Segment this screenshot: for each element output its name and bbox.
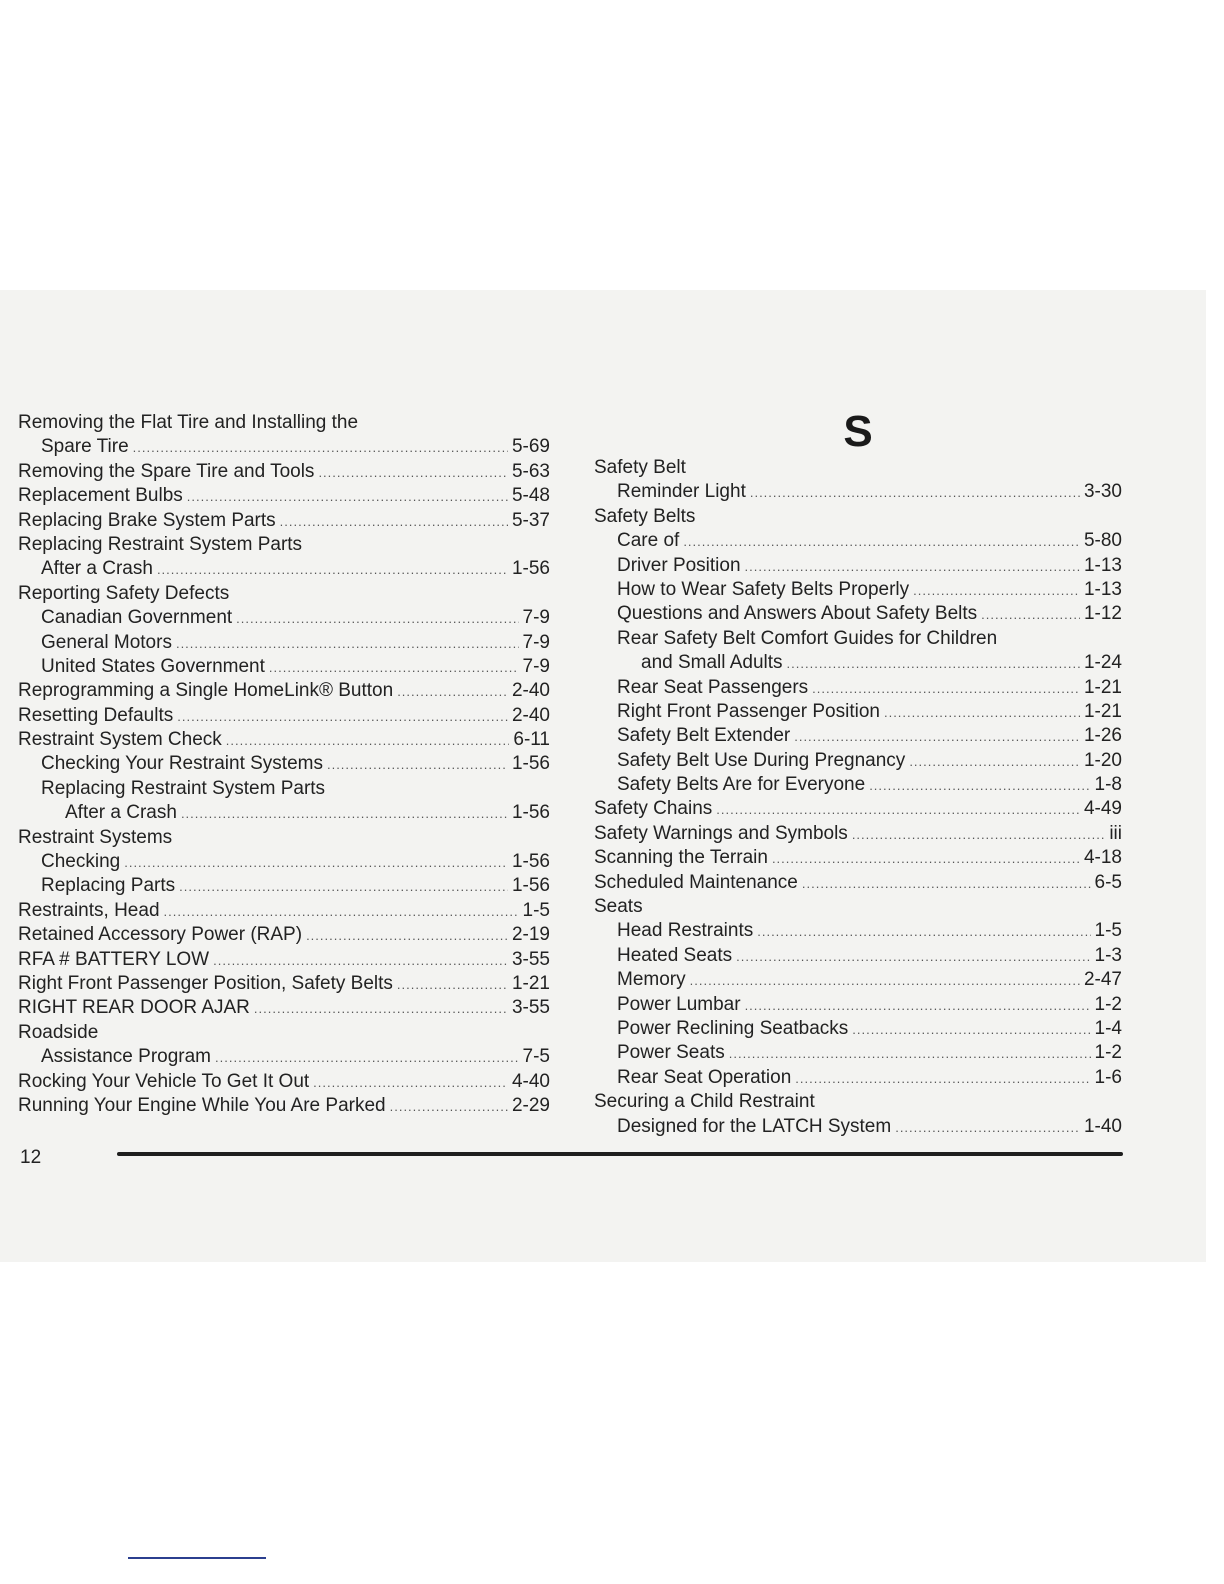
index-entry (594, 676, 1122, 700)
entry-text: Rear Seat Operation (617, 1066, 792, 1088)
entry-page-ref: 1-20 (1083, 749, 1122, 771)
entry-text: and Small Adults (641, 652, 783, 674)
entry-text: United States Government (41, 655, 265, 677)
entry-text: Replacing Brake System Parts (18, 509, 276, 531)
entry-text: Safety Belt Use During Pregnancy (617, 749, 906, 771)
index-entry (18, 996, 550, 1020)
entry-text: Removing the Flat Tire and Installing the (18, 412, 359, 433)
entry-page-ref: 1-12 (1083, 603, 1122, 625)
entry-page-ref: 1-56 (511, 753, 550, 775)
dot-leader (236, 607, 518, 631)
index-entry (18, 533, 550, 557)
entry-text: After a Crash (65, 802, 177, 824)
right-entry-list (594, 456, 1122, 1139)
entry-text: After a Crash (41, 558, 153, 580)
dot-leader (187, 485, 508, 509)
entry-page-ref: 1-56 (511, 802, 550, 824)
dot-leader (177, 705, 508, 729)
dot-leader (226, 729, 510, 753)
dot-leader (852, 823, 1106, 847)
index-entry (18, 948, 550, 972)
index-entry (18, 923, 550, 947)
index-entry (18, 801, 550, 825)
dot-leader (397, 680, 508, 704)
entry-page-ref: 1-8 (1094, 774, 1122, 796)
index-entry (594, 651, 1122, 675)
index-entry (594, 871, 1122, 895)
entry-text: Removing the Spare Tire and Tools (18, 460, 315, 482)
entry-text: Spare Tire (41, 436, 129, 458)
dot-leader (812, 677, 1080, 701)
entry-text: Checking (41, 851, 121, 873)
entry-text: Head Restraints (617, 920, 754, 942)
entry-page-ref: 2-40 (511, 680, 550, 702)
dot-leader (306, 924, 508, 948)
entry-page-ref: 1-56 (511, 558, 550, 580)
entry-text: Right Front Passenger Position (617, 700, 880, 722)
entry-page-ref: 5-48 (511, 485, 550, 507)
index-entry (594, 602, 1122, 626)
index-entry (18, 509, 550, 533)
entry-text: Replacing Parts (41, 875, 176, 897)
entry-page-ref: 4-49 (1083, 798, 1122, 820)
entry-text: Replacing Restraint System Parts (41, 777, 326, 799)
entry-text: Safety Belts Are for Everyone (617, 774, 866, 796)
entry-page-ref: 1-56 (511, 851, 550, 873)
dot-leader (981, 603, 1080, 627)
index-entry (594, 919, 1122, 943)
entry-page-ref: 1-21 (1083, 700, 1122, 722)
dot-leader (795, 1067, 1090, 1091)
entry-page-ref: 7-9 (522, 631, 550, 653)
section-letter-heading: S (843, 407, 873, 456)
entry-text: Power Reclining Seatbacks (617, 1017, 849, 1039)
entry-text: Reminder Light (617, 481, 746, 503)
dot-leader (176, 632, 519, 656)
index-entry (594, 456, 1122, 480)
entry-page-ref: 1-40 (1083, 1115, 1122, 1137)
index-entry (18, 777, 550, 801)
entry-text: Questions and Answers About Safety Belts (617, 603, 978, 625)
dot-leader (729, 1042, 1091, 1066)
index-entry (594, 529, 1122, 553)
entry-page-ref: 5-69 (511, 436, 550, 458)
entry-text: Reprogramming a Single HomeLink® Button (18, 680, 394, 702)
index-entry (594, 822, 1122, 846)
entry-text: Designed for the LATCH System (617, 1115, 892, 1137)
entry-text: Replacing Restraint System Parts (18, 533, 303, 555)
index-entry (18, 679, 550, 703)
entry-text: Rear Safety Belt Comfort Guides for Children (617, 627, 998, 649)
dot-leader (327, 753, 508, 777)
index-entry (594, 480, 1122, 504)
entry-text: Restraint Systems (18, 826, 173, 848)
dot-leader (772, 847, 1080, 871)
entry-text: Retained Accessory Power (RAP) (18, 924, 303, 946)
index-entry (594, 578, 1122, 602)
entry-text: Replacement Bulbs (18, 485, 183, 507)
index-entry (594, 846, 1122, 870)
entry-text: Heated Seats (617, 944, 733, 966)
entry-page-ref: 1-13 (1083, 578, 1122, 600)
entry-page-ref: 1-6 (1094, 1066, 1122, 1088)
entry-text: Power Lumbar (617, 993, 741, 1015)
entry-text: Restraint System Check (18, 729, 222, 751)
entry-text: Safety Warnings and Symbols (594, 822, 848, 844)
dot-leader (179, 875, 508, 899)
entry-text: How to Wear Safety Belts Properly (617, 578, 910, 600)
index-entry (18, 850, 550, 874)
entry-text: Care of (617, 530, 680, 552)
entry-text: Reporting Safety Defects (18, 582, 230, 604)
dot-leader (157, 558, 508, 582)
dot-leader (213, 949, 508, 973)
entry-page-ref: 1-56 (511, 875, 550, 897)
index-entry (594, 1017, 1122, 1041)
entry-page-ref: 1-2 (1094, 993, 1122, 1015)
index-entry (594, 627, 1122, 651)
index-entry (18, 460, 550, 484)
entry-page-ref: 7-9 (522, 607, 550, 629)
index-entry (18, 411, 550, 435)
entry-page-ref: iii (1109, 822, 1122, 844)
entry-text: Rocking Your Vehicle To Get It Out (18, 1070, 310, 1092)
dot-leader (852, 1018, 1090, 1042)
dot-leader (313, 1071, 508, 1095)
index-entry (18, 728, 550, 752)
entry-text: Scanning the Terrain (594, 847, 768, 869)
entry-page-ref: 1-24 (1083, 652, 1122, 674)
dot-leader (683, 530, 1080, 554)
entry-text: Safety Belt (594, 457, 686, 478)
entry-page-ref: 3-55 (511, 948, 550, 970)
index-entry (18, 435, 550, 459)
entry-page-ref: 3-55 (511, 997, 550, 1019)
entry-page-ref: 2-29 (511, 1094, 550, 1116)
dot-leader (736, 945, 1090, 969)
entry-page-ref: 1-2 (1094, 1042, 1122, 1064)
dot-leader (884, 701, 1080, 725)
dot-leader (181, 802, 508, 826)
entry-text: Driver Position (617, 554, 741, 576)
entry-page-ref: 1-5 (1094, 920, 1122, 942)
dot-leader (745, 994, 1091, 1018)
index-entry (594, 968, 1122, 992)
entry-text: Checking Your Restraint Systems (41, 753, 323, 775)
entry-text: Rear Seat Passengers (617, 676, 809, 698)
page-number: 12 (20, 1147, 42, 1168)
dot-leader (397, 973, 508, 997)
entry-text: Assistance Program (41, 1046, 212, 1068)
entry-text: Memory (617, 969, 686, 991)
dot-leader (280, 510, 508, 534)
index-entry (18, 631, 550, 655)
dot-leader (133, 436, 508, 460)
index-entry (18, 1021, 550, 1045)
entry-text: Safety Belt Extender (617, 725, 791, 747)
index-entry (18, 582, 550, 606)
index-entry (594, 1041, 1122, 1065)
entry-page-ref: 1-13 (1083, 554, 1122, 576)
entry-text: Running Your Engine While You Are Parked (18, 1094, 386, 1116)
index-entry (594, 1115, 1122, 1139)
index-entry (594, 749, 1122, 773)
index-entry (18, 606, 550, 630)
entry-text: Right Front Passenger Position, Safety Belts (18, 972, 393, 994)
entry-text: Resetting Defaults (18, 704, 174, 726)
entry-page-ref: 6-5 (1094, 871, 1122, 893)
dot-leader (164, 900, 519, 924)
index-left-column (18, 411, 550, 1118)
entry-page-ref: 4-40 (511, 1070, 550, 1092)
entry-text: Safety Chains (594, 798, 713, 820)
dot-leader (802, 872, 1091, 896)
entry-page-ref: 7-5 (522, 1046, 550, 1068)
dot-leader (716, 798, 1080, 822)
footer-rule (117, 1152, 1123, 1156)
dot-leader (913, 579, 1080, 603)
dot-leader (750, 481, 1080, 505)
entry-text: Safety Belts (594, 505, 696, 527)
entry-text: Seats (594, 896, 643, 918)
entry-text: Canadian Government (41, 607, 233, 629)
entry-page-ref: 2-40 (511, 704, 550, 726)
index-entry (18, 972, 550, 996)
entry-page-ref: 1-21 (1083, 676, 1122, 698)
entry-text: Securing a Child Restraint (594, 1091, 815, 1113)
entry-page-ref: 4-18 (1083, 847, 1122, 869)
index-entry (18, 1045, 550, 1069)
dot-leader (254, 997, 508, 1021)
entry-page-ref: 7-9 (522, 655, 550, 677)
entry-text: General Motors (41, 631, 172, 653)
entry-page-ref: 5-63 (511, 460, 550, 482)
entry-page-ref: 1-26 (1083, 725, 1122, 747)
index-entry (594, 724, 1122, 748)
dot-leader (390, 1095, 508, 1119)
entry-text: Scheduled Maintenance (594, 871, 798, 893)
entry-page-ref: 3-30 (1083, 481, 1122, 503)
index-entry (594, 944, 1122, 968)
entry-page-ref: 1-3 (1094, 944, 1122, 966)
dot-leader (269, 656, 519, 680)
entry-text: Roadside (18, 1021, 99, 1043)
dot-leader (895, 1116, 1080, 1140)
dot-leader (787, 652, 1080, 676)
index-entry (594, 993, 1122, 1017)
index-right-column (594, 408, 1122, 1139)
index-entry (18, 1094, 550, 1118)
index-entry (18, 1070, 550, 1094)
index-entry (594, 700, 1122, 724)
index-entry (594, 505, 1122, 529)
index-entry (594, 797, 1122, 821)
index-entry (594, 773, 1122, 797)
entry-text: Restraints, Head (18, 899, 160, 921)
dot-leader (124, 851, 508, 875)
entry-page-ref: 2-47 (1083, 969, 1122, 991)
entry-page-ref: 6-11 (513, 729, 550, 751)
index-entry (594, 554, 1122, 578)
entry-page-ref: 1-21 (511, 972, 550, 994)
dot-leader (794, 725, 1080, 749)
index-entry (594, 1090, 1122, 1114)
index-entry (594, 895, 1122, 919)
entry-page-ref: 5-80 (1083, 530, 1122, 552)
entry-page-ref: 1-4 (1094, 1017, 1122, 1039)
index-entry (18, 484, 550, 508)
dot-leader (745, 555, 1080, 579)
entry-page-ref: 2-19 (511, 924, 550, 946)
entry-text: RIGHT REAR DOOR AJAR (18, 997, 250, 1019)
dot-leader (215, 1046, 519, 1070)
dot-leader (318, 461, 508, 485)
entry-page-ref: 1-5 (522, 899, 550, 921)
dot-leader (757, 920, 1090, 944)
entry-text: Power Seats (617, 1042, 725, 1064)
entry-text: RFA # BATTERY LOW (18, 948, 210, 970)
dot-leader (690, 969, 1080, 993)
dot-leader (869, 774, 1090, 798)
index-entry (18, 655, 550, 679)
index-entry (594, 1066, 1122, 1090)
index-entry (18, 557, 550, 581)
entry-page-ref: 5-37 (511, 509, 550, 531)
index-entry (18, 899, 550, 923)
footnote-rule (128, 1557, 266, 1559)
index-entry (18, 752, 550, 776)
index-entry (18, 704, 550, 728)
index-entry (18, 874, 550, 898)
index-entry (18, 826, 550, 850)
dot-leader (909, 750, 1080, 774)
